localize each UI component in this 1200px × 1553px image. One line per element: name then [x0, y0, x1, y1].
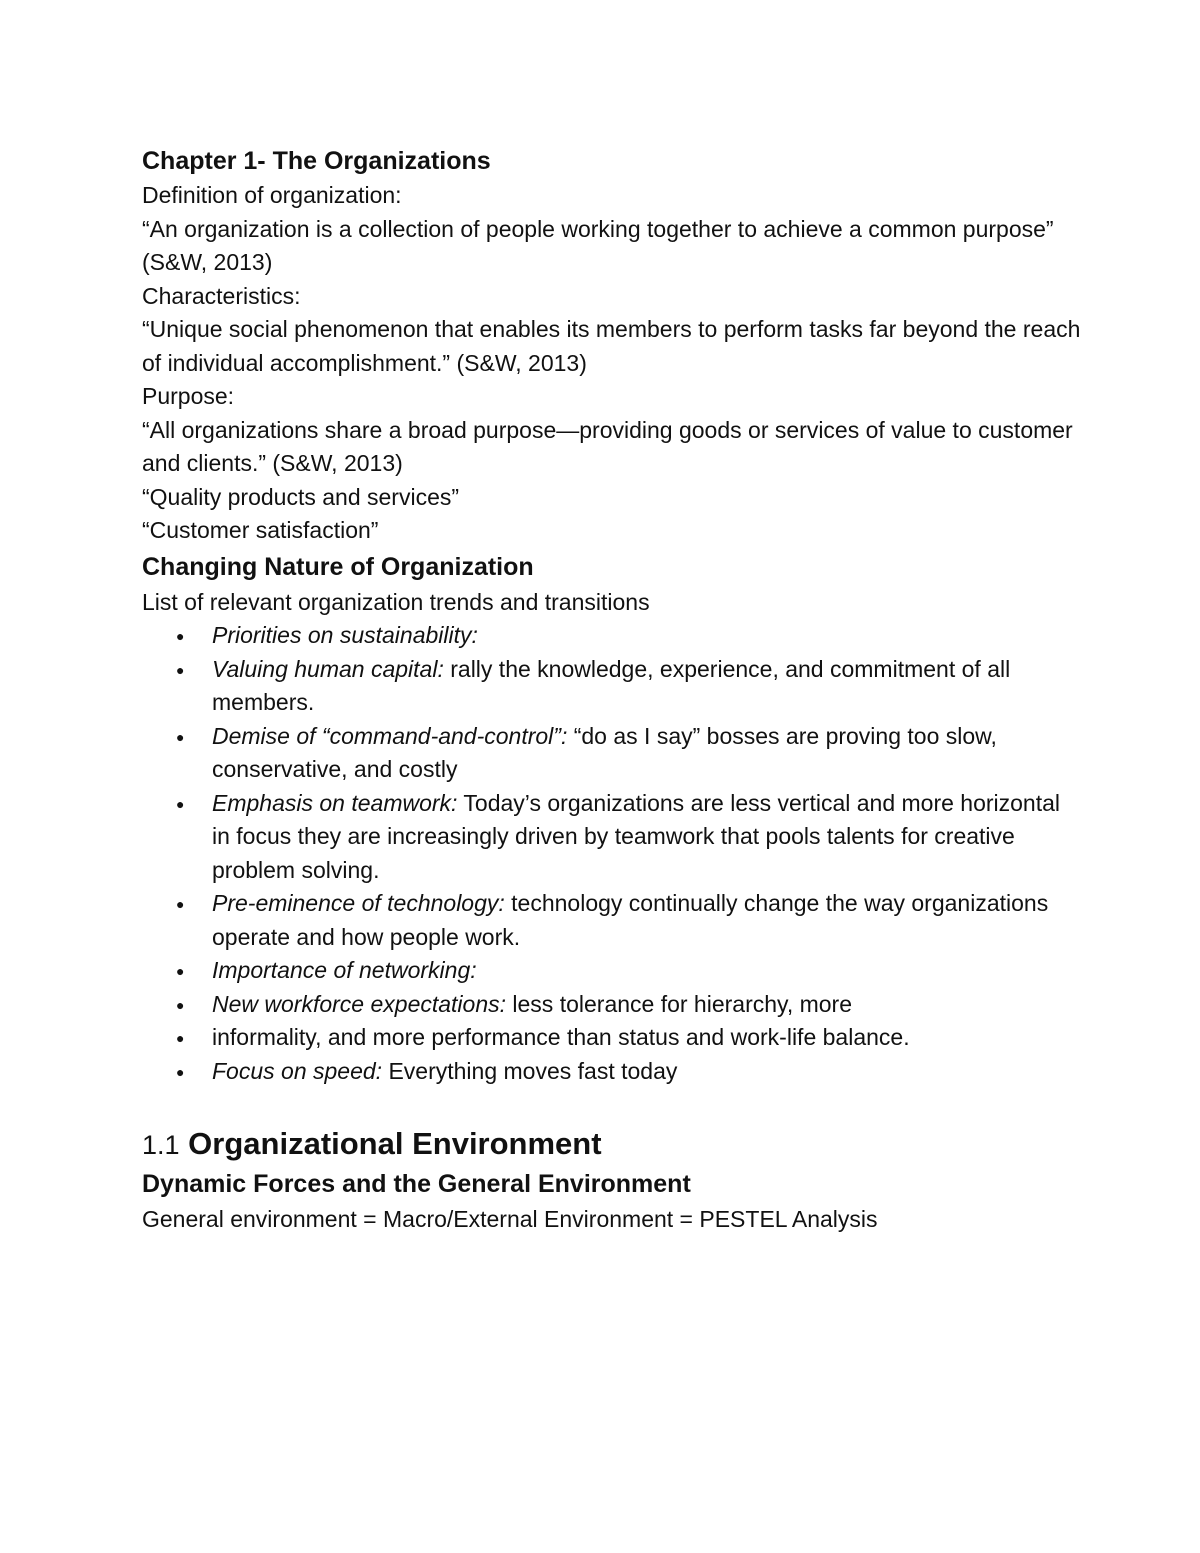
trends-list: [142, 619, 1082, 1088]
characteristics-quote: “Unique social phenomenon that enables its members to perform tasks far beyond the reach of individual accomplishment.” (S&W, 2013): [142, 316, 1081, 376]
characteristics-label: Characteristics:: [142, 282, 301, 309]
trend-text: “do as I say” bosses are proving too slow, conservative, and costly: [212, 722, 997, 782]
bullet-icon: ●: [176, 795, 185, 812]
trend-text: informality, and more performance than status and work-life balance.: [212, 1024, 910, 1050]
purpose-quote-quality: “Quality products and services”: [142, 483, 460, 510]
chapter-title: Chapter 1- The Organizations: [142, 147, 491, 175]
bullet-icon: ●: [176, 963, 185, 979]
section-heading: [142, 1124, 1082, 1165]
changing-nature-heading: Changing Nature of Organization: [142, 552, 534, 581]
bullet-icon: ●: [176, 896, 185, 912]
list-item: [142, 653, 1082, 720]
purpose-quote: “All organizations share a broad purpose—providing goods or services of value to customer and clients.” (S&W, 2013): [142, 416, 1073, 476]
list-item: [142, 887, 1082, 954]
general-environment-line: General environment = Macro/External Environment = PESTEL Analysis: [142, 1206, 878, 1232]
bullet-icon: ●: [176, 728, 185, 745]
purpose-label: Purpose:: [142, 383, 235, 409]
trend-text: Today’s organizations are less vertical and more horizontal in focus they are increasingly driven by teamwork that pools talents for creative problem solving.: [212, 789, 1061, 883]
trend-term: Demise of “command-and-control”:: [212, 722, 568, 749]
purpose-quote-satisfaction: “Customer satisfaction”: [142, 517, 379, 543]
list-item: [142, 787, 1082, 888]
list-item: [142, 720, 1082, 787]
bullet-icon: ●: [176, 1063, 185, 1080]
section-number: 1.1: [142, 1130, 180, 1160]
bullet-icon: ●: [176, 628, 185, 644]
trend-term: Pre-eminence of technology:: [212, 890, 505, 916]
trend-text: rally the knowledge, experience, and commitment of all members.: [212, 655, 1011, 715]
list-item: [142, 619, 1082, 653]
bullet-icon: ●: [176, 996, 185, 1013]
trend-term: Valuing human capital:: [212, 655, 444, 682]
trend-term: Focus on speed:: [212, 1057, 383, 1084]
bullet-icon: ●: [176, 1030, 185, 1046]
list-item: [142, 988, 1082, 1022]
trend-text: less tolerance for hierarchy, more: [506, 990, 853, 1017]
definition-quote: “An organization is a collection of people working together to achieve a common purpose” (S&W, 2013): [142, 215, 1054, 275]
list-item: [142, 1055, 1082, 1089]
bullet-icon: ●: [176, 661, 185, 678]
definition-label: Definition of organization:: [142, 182, 402, 208]
trend-text: technology continually change the way organizations operate and how people work.: [212, 890, 1049, 950]
trend-term: New workforce expectations:: [212, 990, 507, 1017]
document-page: [142, 143, 1082, 1237]
trends-intro: List of relevant organization trends and transitions: [142, 588, 650, 615]
trend-term: Emphasis on teamwork:: [212, 789, 458, 816]
list-item: [142, 954, 1082, 988]
subsection-heading: Dynamic Forces and the General Environment: [142, 1170, 691, 1198]
trend-term: Priorities on sustainability:: [212, 622, 478, 648]
trend-text: Everything moves fast today: [382, 1057, 678, 1084]
section-title: Organizational Environment: [188, 1126, 602, 1161]
list-item: [142, 1021, 1082, 1055]
trend-term: Importance of networking:: [212, 957, 477, 983]
